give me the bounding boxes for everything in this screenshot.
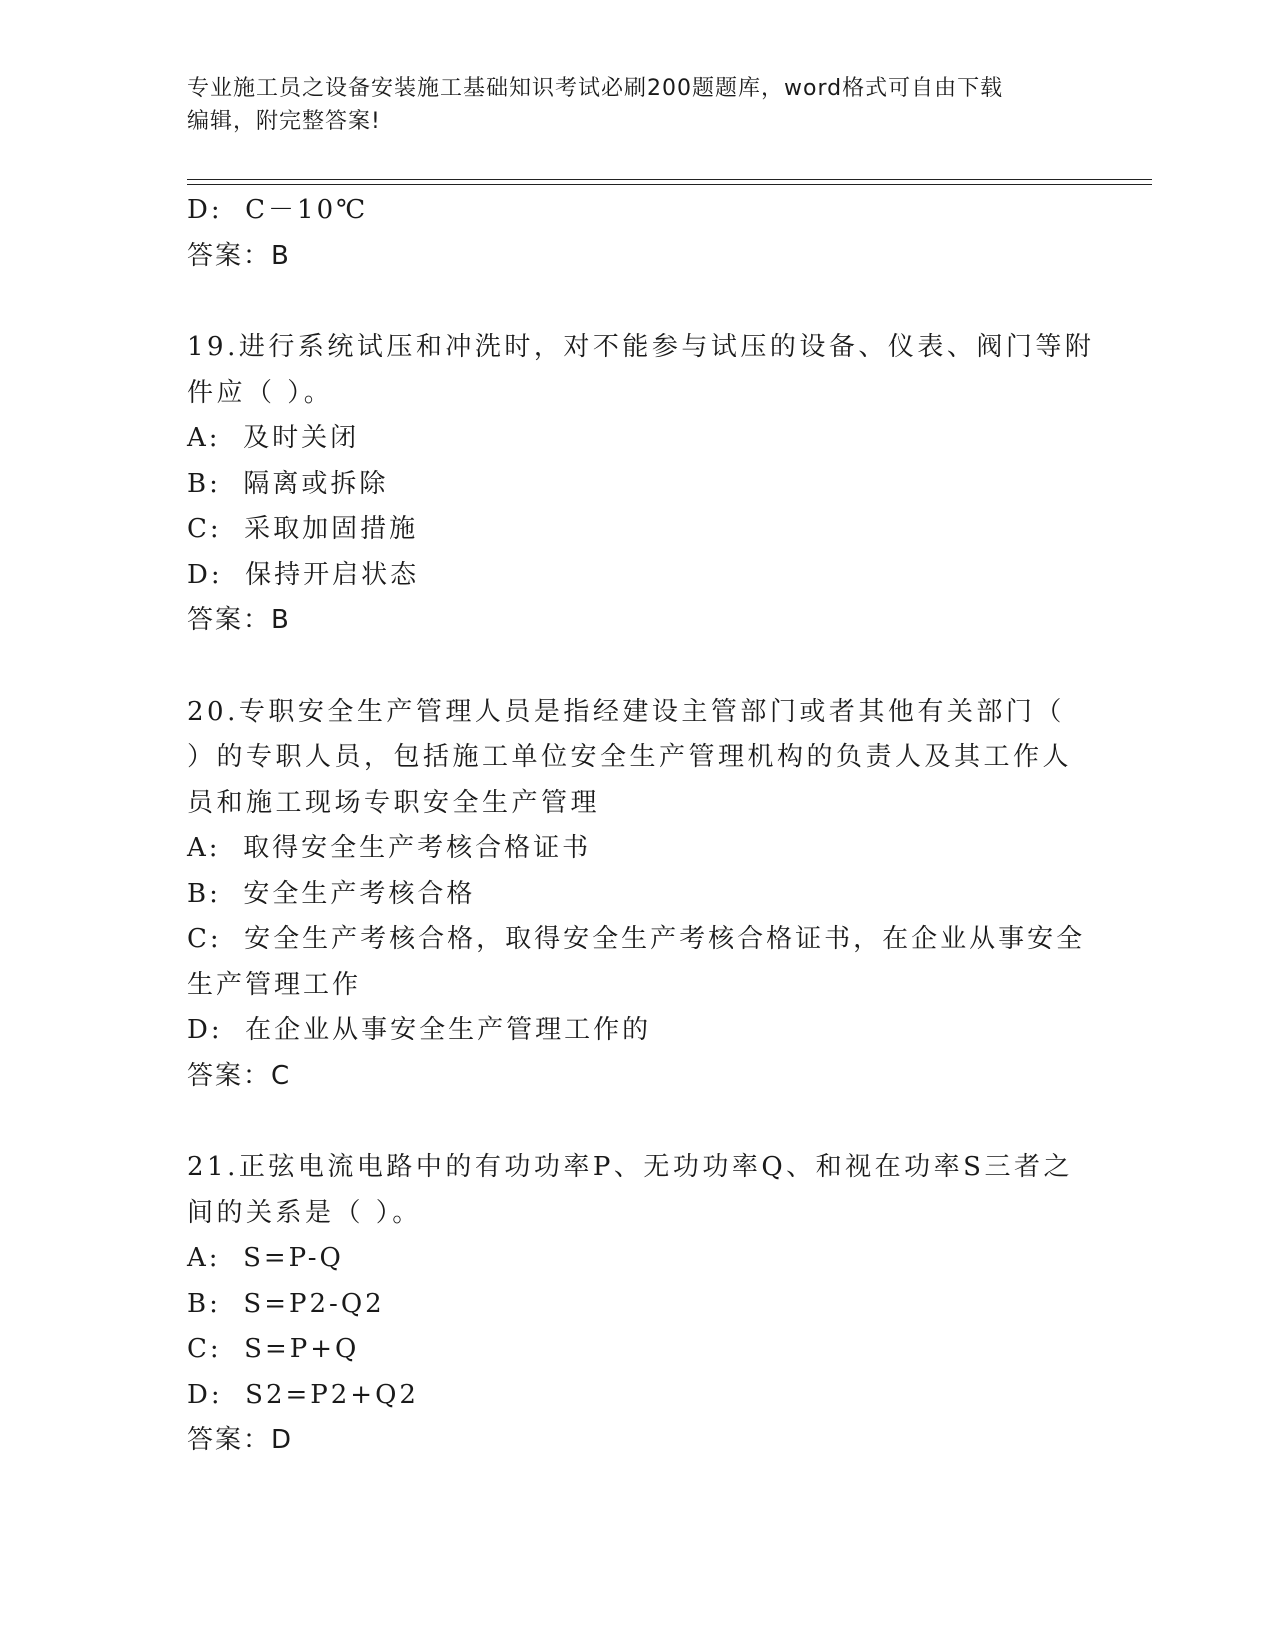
question-content	[187, 188, 1095, 1464]
option-b: B: 隔离或拆除	[187, 468, 389, 499]
header-divider-bottom	[187, 184, 1152, 185]
option-c: C: 采取加固措施	[187, 514, 419, 544]
spacer	[187, 1099, 1087, 1145]
question-stem-line: 21.正弦电流电路中的有功功率P、无功功率Q、和视在功率S三者之	[187, 1152, 1073, 1182]
option-a: A: 取得安全生产考核合格证书	[187, 833, 592, 863]
question-stem-line: 20.专职安全生产管理人员是指经建设主管部门或者其他有关部门（	[187, 696, 1065, 727]
question-21	[187, 1145, 1087, 1464]
header-divider-top	[187, 179, 1152, 180]
question-19	[187, 325, 1095, 644]
option-c-continued: 生产管理工作	[187, 969, 362, 1000]
answer-line: 答案：D	[187, 1425, 294, 1455]
option-c: C: 安全生产考核合格，取得安全生产考核合格证书，在企业从事安全	[187, 924, 1086, 954]
option-a: A: 及时关闭	[187, 423, 360, 453]
question-stem-line: ）的专职人员，包括施工单位安全生产管理机构的负责人及其工作人	[187, 742, 1073, 772]
question-stem-line: 间的关系是（ ）。	[187, 1197, 422, 1228]
option-a: A: S=P-Q	[187, 1243, 344, 1273]
option-c: C: S=P+Q	[187, 1334, 360, 1364]
option-d: D: 在企业从事安全生产管理工作的	[187, 1015, 652, 1045]
answer-line: 答案：C	[187, 1060, 292, 1091]
question-stem-line: 件应（ ）。	[187, 377, 334, 408]
answer-line: 答案：B	[187, 605, 291, 635]
header-title-line-2: 编辑，附完整答案!	[187, 109, 381, 134]
option-b: B: S=P2-Q2	[187, 1288, 385, 1319]
question-stem-line: 19.进行系统试压和冲洗时，对不能参与试压的设备、仪表、阀门等附	[187, 332, 1095, 362]
document-header	[187, 72, 1067, 138]
question-20	[187, 690, 1087, 1100]
option-b: B: 安全生产考核合格	[187, 878, 476, 909]
carryover-option-d: D: C－10℃	[187, 195, 369, 225]
spacer	[187, 644, 1087, 690]
question-stem-line: 员和施工现场专职安全生产管理	[187, 787, 601, 818]
option-d: D: 保持开启状态	[187, 559, 420, 590]
spacer	[187, 279, 1087, 325]
option-d: D: S2=P2+Q2	[187, 1379, 419, 1410]
header-title-line-1: 专业施工员之设备安装施工基础知识考试必刷200题题库，word格式可自由下载	[187, 76, 1004, 101]
carryover-answer: 答案：B	[187, 240, 291, 271]
